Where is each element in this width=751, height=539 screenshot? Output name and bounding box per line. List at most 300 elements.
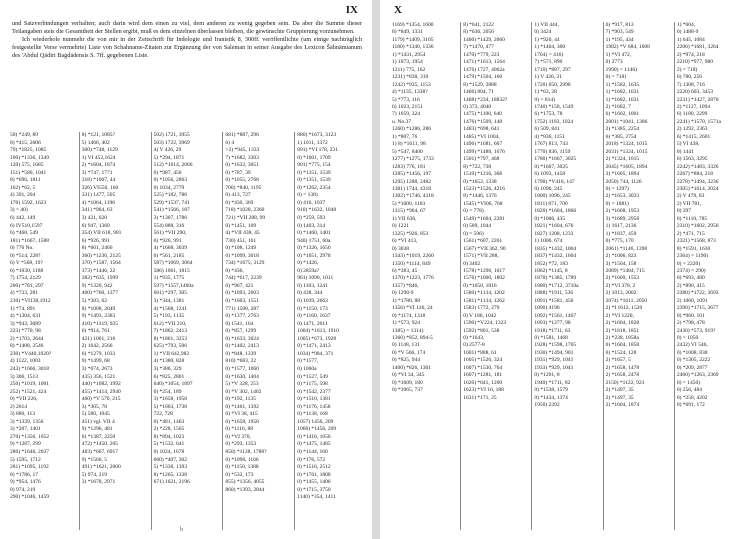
citation-entry: 483) *667, 6917	[81, 448, 119, 455]
citation-entry: 0) *1451, 109	[225, 222, 257, 229]
citation-entry: 5) *383, 62	[81, 298, 108, 305]
citation-entry: 8) *1408, 2546	[10, 343, 44, 350]
citation-entry: 1325) *926, 853	[392, 230, 429, 237]
citation-entry: 0) *926, 991	[153, 237, 182, 244]
citation-entry: 0) *1643,	[463, 335, 485, 342]
citation-entry: 2) 1292, 2363	[676, 126, 708, 133]
citation-entry: 421) 1061, 216	[81, 335, 116, 342]
citation-entry: 2321) *1568, 873	[676, 238, 716, 245]
citation-entry: 0) 3402	[463, 260, 481, 267]
citation-entry: 1) *VII 642,982	[153, 350, 190, 357]
citation-entry: 1835) *1432, 1004	[534, 245, 577, 252]
citation-entry: 8) *849, 1331	[392, 29, 423, 36]
citation-entry: 1623) *VI 16, 188	[463, 387, 504, 394]
citation-entry: 8) *696, 1811	[10, 177, 41, 184]
citation-entry: 252) *1521, 424	[10, 388, 47, 395]
citation-entry: 3) *344, 1381	[153, 298, 185, 305]
citation-entry: 6) *917, 813	[605, 22, 634, 28]
citation-column	[674, 22, 745, 530]
citation-entry: 6) 1093, 1458	[534, 171, 566, 178]
citation-entry: 0) *1461, 1392	[225, 403, 259, 410]
citation-entry: 901) *775, 154	[297, 162, 331, 169]
citation-entry: 1821) *1604, 676	[534, 223, 574, 230]
citation-entry: 1893) *1277, 98	[534, 320, 571, 327]
citation-entry: 1005) *673, 1928	[297, 335, 337, 342]
citation-entry: 0) *1633, 3024	[225, 335, 259, 342]
citation-entry: 1400) *826, 1301	[392, 364, 431, 371]
citation-entry: 502) 1721, 3955	[153, 132, 190, 138]
citation-entry: 0) = 596)	[463, 230, 484, 237]
citation-entry: 671) 1621, 2196	[153, 479, 190, 486]
citation-entry: 410) *1319, 925	[81, 320, 119, 327]
citation-entry: 681) *887, 296	[225, 132, 259, 138]
citation-entry: 7) 1059, 324	[392, 111, 420, 118]
citation-entry: 525) *182, 786	[153, 192, 188, 199]
citation-entry: 1888) *1911, 536	[534, 290, 574, 297]
citation-entry: 718) *1028, 2360	[225, 207, 265, 214]
citation-entry: 891) *VI 178, 231	[297, 147, 338, 154]
citation-entry: 0) *1426,	[297, 260, 319, 267]
citation-entry: 2074) *1611, 2050	[605, 297, 648, 304]
citation-entry: 4) 1122, 1003	[10, 358, 41, 365]
citation-entry: 6) IV510,1597	[10, 222, 43, 229]
citation-entry: 0) *1402, 2413	[225, 343, 259, 350]
citation-entry: 491) *1621, 2000	[81, 464, 121, 471]
citation-entry: 1740) *158, 1549	[534, 103, 574, 110]
citation-entry: 360) *1236, 2125	[81, 252, 121, 259]
citation-entry: 3) 306, 1513	[10, 373, 38, 380]
citation-entry: 3) 886, 113	[10, 411, 36, 418]
citation-entry: 0) *1326, 1650	[297, 245, 331, 252]
citation-entry: 0) *VII 226,	[10, 396, 38, 403]
citation-entry: 0) = 1450)	[676, 379, 701, 386]
citation-entry: 6) *383, 45	[392, 267, 418, 274]
citation-entry: 1576) *1000, 1802	[463, 275, 505, 282]
citation-entry: 370) *1587, 1564	[81, 260, 121, 267]
citation-entry: 3) *943, 3089	[10, 320, 41, 327]
citation-entry: 2460) *1263, 2369	[676, 372, 719, 379]
citation-entry: 1242) *935, 1153	[392, 81, 431, 88]
citation-entry: 1892) *1561, 1467	[534, 312, 577, 319]
citation-entry: 8) *641, 2122	[463, 22, 494, 28]
citation-entry: 1) 8) *1611, 98	[392, 141, 426, 148]
citation-entry: 0) *848, 1339	[225, 350, 257, 357]
citation-entry: 744) *617, 2239	[225, 275, 262, 282]
citation-entry: 2) *I 1612, 1520	[605, 305, 643, 312]
citation-entry: 1) VII 444,	[534, 22, 559, 28]
citation-entry: 910) *1632, 1048	[297, 207, 337, 214]
citation-entry: 1800) 1096, 245	[534, 193, 571, 200]
citation-entry: 2231) *1427, 2870	[676, 96, 719, 103]
citation-entry: 1) *1780, 88	[392, 297, 420, 304]
citation-entry: 0) *1150, 1388	[225, 464, 259, 471]
citation-entry: 1370) *1223, 1776	[392, 275, 434, 282]
citation-entry: 4) *1568, 1241	[153, 305, 188, 312]
citation-entry: 1231) *838, 310	[392, 74, 429, 81]
citation-entry: 1631) *171, 25	[463, 394, 497, 401]
citation-entry: 1483) *698, 641	[463, 126, 500, 133]
citation-entry: 1880) *1712, 3710a	[534, 282, 579, 289]
citation-entry: 0) *1630, 1404	[225, 373, 259, 380]
citation-entry: 597) *1557,1400a	[153, 282, 194, 289]
citation-entry: 1) *1464, 300	[534, 44, 566, 51]
citation-entry: 1) 1873, 1954	[392, 59, 423, 66]
citation-entry: 2) 2614	[10, 403, 27, 410]
citation-entry: 940) 1751, 60a	[297, 237, 331, 244]
citation-entry: 472) *1450, 205	[81, 441, 119, 448]
citation-entry: 0) *VI 370,	[225, 433, 251, 440]
citation-entry: 1057) 1456, 209	[297, 418, 334, 425]
citation-entry: 2) *1818, 1851	[605, 327, 640, 334]
citation-entry: 1211) 775, 162	[392, 66, 426, 73]
citation-columns	[390, 22, 745, 530]
right-page	[380, 0, 751, 539]
citation-entry: 6) 442, 149	[10, 215, 36, 222]
citation-entry: 1930) *1494, 901	[534, 349, 574, 356]
citation-entry: 0) *967, 421	[225, 282, 254, 289]
citation-entry: 6) 1563, 3295	[676, 156, 708, 163]
citation-entry: 1605) *1526, 324	[463, 357, 503, 364]
citation-entry: 2380) *1722, 3693	[676, 290, 719, 297]
citation-entry: 2) *1653, 3033	[605, 193, 640, 200]
citation-entry: 0) *259, 593	[297, 215, 326, 222]
citation-entry: 0) *1527, 549	[297, 373, 328, 380]
citation-entry: 0) 3038	[392, 245, 409, 252]
citation-entry: 0) *1351, 1539	[297, 177, 331, 184]
citation-entry: 586) 1061, 1815	[153, 267, 190, 274]
citation-entry: 6) *1110, 785	[676, 215, 708, 222]
citation-entry: 1) 645, 1084	[676, 36, 705, 43]
citation-entry: 1580) *1134, 1202	[463, 290, 505, 297]
citation-entry: 9) *1560, 5	[81, 456, 108, 463]
intro-text	[12, 20, 362, 60]
citation-entry: >2) *945, 1333	[225, 147, 260, 154]
citation-entry: 0) *1581, 1468	[534, 335, 568, 342]
citation-entry: 5) VI 438,	[676, 141, 700, 148]
citation-entry: 6) *914, 761	[81, 328, 110, 335]
citation-entry: 0) *1510, 1381	[297, 396, 331, 403]
citation-entry: 2) *471, 715	[676, 230, 705, 237]
citation-entry: 6) V *568, 19?	[10, 260, 43, 267]
citation-entry: 2390) *1715, 3677	[676, 305, 719, 312]
citation-entry: 151) *580, 1041	[10, 169, 47, 176]
citation-entry: 6) *1387, 2250	[81, 433, 116, 440]
citation-entry: 0) 1441	[676, 148, 694, 155]
citation-entry: 435) 356, 1521	[81, 373, 116, 380]
citation-entry: 373) *1446, 22	[81, 267, 116, 274]
citation-entry: 1) VI 452,1624	[81, 154, 116, 161]
citation-entry: 1891) *1581, 456	[534, 297, 574, 304]
citation-entry: 3) 421, 620	[81, 215, 108, 222]
citation-entry: 1179) *1409, 3105	[392, 36, 434, 43]
citation-entry: 0) *1715, 3750	[297, 486, 331, 493]
citation-entry: 8) *1591, 1630	[676, 245, 711, 252]
citation-entry: 2061) *1146, 1398	[605, 245, 648, 252]
citation-entry: 2) *1385, 2254	[605, 126, 640, 133]
citation-entry: 1) *604,	[676, 22, 696, 28]
citation-entry: 0) *293, 1353	[225, 441, 257, 448]
citation-entry: 1852) *72, 183	[534, 260, 568, 267]
citation-entry: 3) *674, 2673	[81, 365, 113, 372]
citation-entry: 5) *193, 1135	[153, 313, 185, 320]
citation-entry: 0) *1008, 838	[676, 349, 708, 356]
citation-entry: 6) *1279, 1033	[81, 350, 116, 357]
citation-entry: 0) *1761, 1808	[297, 471, 331, 478]
citation-entry: 1) *63, 28	[534, 89, 557, 96]
citation-entry: 0) 776 No.	[10, 245, 34, 252]
citation-entry: 1466) 804, 71	[463, 89, 494, 96]
citation-entry: 2) *890, 415	[676, 282, 705, 289]
citation-entry: 0) *192, 1135	[225, 396, 256, 403]
citation-entry: 0) 1148, 131	[392, 342, 420, 349]
citation-entry: 1607) *1281, 181	[463, 372, 503, 379]
citation-entry: 1767) 813, 743	[534, 141, 568, 148]
citation-entry: 587) *1069, 3064	[153, 260, 193, 267]
citation-entry: 0) *1056, 2863	[153, 177, 188, 184]
citation-entry: 5) 1466, 402	[81, 139, 110, 146]
citation-entry: 1485) *VI 1004,	[463, 133, 500, 140]
citation-entry: 440) *1082, 1992	[81, 381, 121, 388]
citation-entry: 7) *571, 890	[534, 59, 563, 66]
citation-entry: 1820) *1604, 1866	[534, 208, 577, 215]
citation-entry: 6) 1180, 2299	[676, 111, 708, 118]
citation-entry: 1468) *234, 18832?	[463, 96, 508, 103]
citation-entry: 100) *1336, 1349	[10, 154, 49, 161]
citation-entry: 8) *722, 738	[463, 163, 492, 170]
citation-entry: 0) = 2220)	[676, 260, 701, 267]
citation-entry: 6) *385, 2754	[605, 133, 637, 140]
citation-entry: 0) = 138)	[297, 192, 318, 199]
citation-entry: 6) *468, 549	[10, 230, 38, 237]
citation-entry: 2150) *1122, 923	[605, 379, 645, 386]
citation-entry: 850) *1138, 1788?	[225, 448, 267, 455]
citation-entry: 0) *1475, 1485	[297, 441, 331, 448]
citation-entry: 1720) 650, 2998	[534, 81, 571, 88]
citation-entry: 1918) *1711, 63	[534, 327, 571, 334]
citation-entry: 3) *1658, 1958	[153, 396, 188, 403]
citation-entry: 4) *1304, 631	[10, 313, 41, 320]
citation-entry: 1933) *929, 1041	[534, 364, 574, 371]
citation-entry: 2001) *1041, 1386	[605, 118, 648, 125]
citation-entry: 0) *108, 1249	[225, 245, 257, 252]
citation-entry: 1990) = 1146)	[605, 66, 637, 73]
citation-entry: 0) *693, 480	[676, 275, 705, 282]
citation-entry: 79) *1825, 1085	[10, 147, 47, 154]
citation-entry: 230) *V440,1020?	[10, 350, 52, 357]
citation-entry: 2) *VI 378, 2	[605, 282, 636, 289]
citation-entry: 1) *573, 924	[392, 320, 420, 327]
citation-entry: 1581) *1134, 1262	[463, 297, 505, 304]
citation-entry: 2220) 603, 3453	[676, 89, 714, 96]
citation-entry: 331) 1477, 505	[81, 192, 116, 199]
citation-entry: 9) *954, 1476	[10, 479, 41, 486]
citation-entry: 382) *635, 1999	[81, 275, 119, 282]
citation-entry: 1752) 1193, 1024	[534, 118, 574, 125]
citation-entry: 2) *798, 478	[676, 320, 705, 327]
citation-entry: 0) *1055, 2768	[225, 177, 259, 184]
citation-entry: 0) *1150, 173	[297, 305, 328, 312]
citation-entry: 2) *1609, 1553	[605, 275, 640, 282]
citation-entry: 1) *74, 891	[10, 305, 36, 312]
citation-entry: 210) *VI138,1912	[10, 298, 51, 305]
citation-entry: 625) *793, 506	[153, 343, 188, 350]
citation-entry: 1928) *1598, 1765	[534, 342, 577, 349]
citation-entry: 5) 580, 1045	[81, 411, 110, 418]
citation-column	[8, 132, 79, 530]
citation-entry: 0) *1176, 1458	[297, 403, 331, 410]
page-number: X	[394, 4, 402, 16]
citation-entry: 2) *1604, 1874	[605, 402, 640, 409]
citation-entry: 1578) *1296, 1617	[463, 267, 505, 274]
citation-entry: 2) 1642, 2566	[81, 343, 113, 350]
citation-entry: 0) *532, 173	[225, 471, 254, 478]
citation-entry: 0) 373, 4040	[463, 103, 492, 110]
citation-entry: 7) *1682, 3303	[225, 154, 259, 161]
citation-entry: 0) *1065, 737	[392, 387, 423, 394]
citation-entry: 3) = 40)	[10, 207, 28, 214]
citation-column	[531, 22, 602, 530]
citation-entry: 50) *249, 89	[10, 132, 38, 138]
citation-entry: 1004) *1613, 1910	[297, 328, 339, 335]
citation-entry: 1827) 1208, 1233	[534, 230, 574, 237]
citation-entry: 1479) *1504, 160	[463, 74, 503, 81]
citation-entry: 1060) *1456, 209	[297, 426, 337, 433]
citation-entry: 4) *1380, 828	[153, 358, 185, 365]
signature-mark: b	[180, 527, 183, 533]
citation-entry: 6) 780, 256	[676, 74, 703, 81]
citation-entry: 0) *V 302, 1402	[225, 388, 262, 395]
citation-entry: 0) *1577,	[297, 358, 319, 365]
citation-entry: 0) *1160, 1637	[297, 313, 331, 320]
citation-entry: 1277) *1275, 1733	[392, 156, 434, 163]
citation-entry: 4) *VII 438, 45	[225, 230, 260, 237]
citation-entry: 2050) 744, 1126	[605, 178, 642, 185]
citation-entry: 0) *1651, 2978	[297, 252, 331, 259]
citation-entry: 5) *547, 8400	[392, 148, 423, 155]
citation-entry: 2) *1703, 2644	[10, 335, 44, 342]
citation-entry: 1169) *1354, 1600	[392, 22, 434, 28]
citation-entry: 9) *1499, 68	[81, 358, 110, 365]
citation-entry: 2) *1658, 1478	[605, 364, 640, 371]
citation-entry: 0) 1471, 2011	[297, 320, 328, 327]
citation-entry: 0) *1377, 2763	[225, 313, 259, 320]
citation-entry: 1523) *1526, 4216	[463, 185, 505, 192]
citation-entry: 223) *770, 98	[10, 328, 41, 335]
citation-entry: 451) vgl. VII 4	[81, 418, 115, 425]
citation-entry: 0) *1460, 1401	[297, 230, 331, 237]
citation-entry: 880) *1673, 3123	[297, 132, 337, 138]
citation-entry: 2) *1682, 7	[605, 103, 631, 110]
citation-entry: 2) *1324, 1015	[605, 156, 640, 163]
citation-entry: 1) *1837, 459	[605, 230, 637, 237]
citation-entry: 2089) *1484, 715	[605, 267, 645, 274]
citation-entry: 0) *1434, 1374	[534, 394, 568, 401]
citation-entry: 8) *121, 1085?	[81, 132, 115, 138]
citation-entry: 1) 1617, 2136	[605, 223, 637, 230]
citation-entry: 3) *1678, 2971	[81, 479, 116, 486]
citation-entry: 6) 947, 1360	[81, 222, 110, 229]
citation-entry: 1476) *1509, 148	[463, 118, 503, 125]
citation-entry: 6) 509, 841	[534, 126, 560, 133]
citation-entry: 8) *1265, 1338	[153, 471, 188, 478]
citation-entry: 2241) *1570, 1571a	[676, 118, 721, 125]
citation-entry: 1260) *1286, 286	[392, 126, 431, 133]
citation-entry: 1561) *607, 2261	[463, 238, 503, 245]
citation-entry: 2278) *1494, 3236	[676, 178, 719, 185]
citation-entry: 0) *1577, 1060	[225, 365, 259, 372]
page-number: IX	[345, 4, 358, 16]
citation-entry: 2) *VI 1220,	[605, 312, 634, 319]
citation-entry: 0) *176, 572	[297, 456, 326, 463]
citation-entry: 0) = 718)	[605, 74, 627, 81]
citation-entry: 8) *1529, 2888	[463, 81, 497, 88]
citation-entry: 2031) *1324, 1015	[605, 148, 648, 155]
citation-entry: 0) *VI 34, 345	[392, 372, 425, 379]
citation-entry: 0) 256, 484	[676, 387, 703, 394]
citation-entry: 1704) = 416)	[534, 51, 564, 58]
citation-entry: 280) *1646, 2037	[10, 448, 49, 455]
citation-entry: 0) = 778)	[463, 208, 484, 215]
citation-entry: 7) 1308, 716	[676, 81, 705, 88]
citation-entry: 0) *254, 189	[153, 388, 182, 395]
citation-entry: 270) *1356, 1052	[10, 433, 49, 440]
citation-entry: 341) *964, 63	[81, 207, 113, 214]
citation-entry: 9) *1493, 2383	[81, 313, 116, 320]
citation-entry: 0) *430, 369	[225, 199, 254, 206]
citation-entry: 5) *1000, 1183	[392, 200, 426, 207]
citation-entry: 1790) *V416, 147	[534, 178, 575, 185]
citation-entry: 290) *1046, 1459	[10, 494, 49, 501]
citation-entry: 2432) VI 546,	[676, 342, 708, 349]
citation-entry: 722, 728	[153, 411, 173, 418]
citation-entry: 1180) *1340, 1336	[392, 44, 434, 51]
citation-entry: 4) 391, 204	[10, 192, 36, 199]
citation-entry: 0) *1262, 2354	[297, 184, 331, 191]
citation-entry: 0) *1455, 1406	[297, 479, 331, 486]
citation-entry: 2) *1127, 1094	[676, 103, 711, 110]
citation-entry: 5) *1063, 1738	[153, 403, 188, 410]
citation-entry: 0) *1632, 3051	[225, 162, 259, 169]
citation-entry: 4) *1064, 1196	[81, 199, 116, 206]
citation-entry: 0) *1098, 1166	[225, 456, 259, 463]
citation-entry: 8) *1786, 17	[10, 471, 38, 478]
citation-entry: 0) 1039, 2663	[297, 298, 328, 305]
citation-entry: 0) *1116, 88	[225, 426, 253, 433]
citation-entry: 0) 1298-9	[392, 290, 414, 297]
citation-entry: 0) = 1881)	[605, 200, 629, 207]
citation-entry: 162) *62, 5	[10, 184, 36, 191]
citation-entry: 8) *415, 2606	[10, 139, 41, 146]
citation-entry: 0) *1538, 1579	[534, 387, 568, 394]
citation-entry: 2) *1604, 1874	[81, 162, 116, 169]
citation-entry: 0) 2859a?	[297, 267, 320, 274]
citation-entry: 0) *1351, 1539	[297, 169, 331, 176]
citation-entry: 9) *1287, 299	[10, 441, 41, 448]
citation-entry: 541) *1566, 187	[153, 207, 190, 214]
citation-entry: 2) 1060, 1091	[676, 297, 708, 304]
citation-entry: 1592) *801, 538	[463, 327, 500, 334]
citation-entry: 1710) *887, 297	[534, 66, 571, 73]
citation-entry: 181) *1667, 1588	[10, 237, 49, 244]
citation-entry: 6) *1753, 78	[534, 111, 563, 118]
citation-entry: 0) 413, 727	[225, 192, 251, 199]
citation-entry: 1501) *797, 468	[463, 156, 500, 163]
citation-entry: 200) *781, 297	[10, 282, 44, 289]
citation-entry: 6) *926, 991	[81, 237, 110, 244]
citation-entry: 1385) = 1314)	[392, 327, 424, 334]
citation-entry: 1315) *964, 67	[392, 208, 426, 215]
citation-entry: 1) *1431, 2954	[392, 51, 426, 58]
